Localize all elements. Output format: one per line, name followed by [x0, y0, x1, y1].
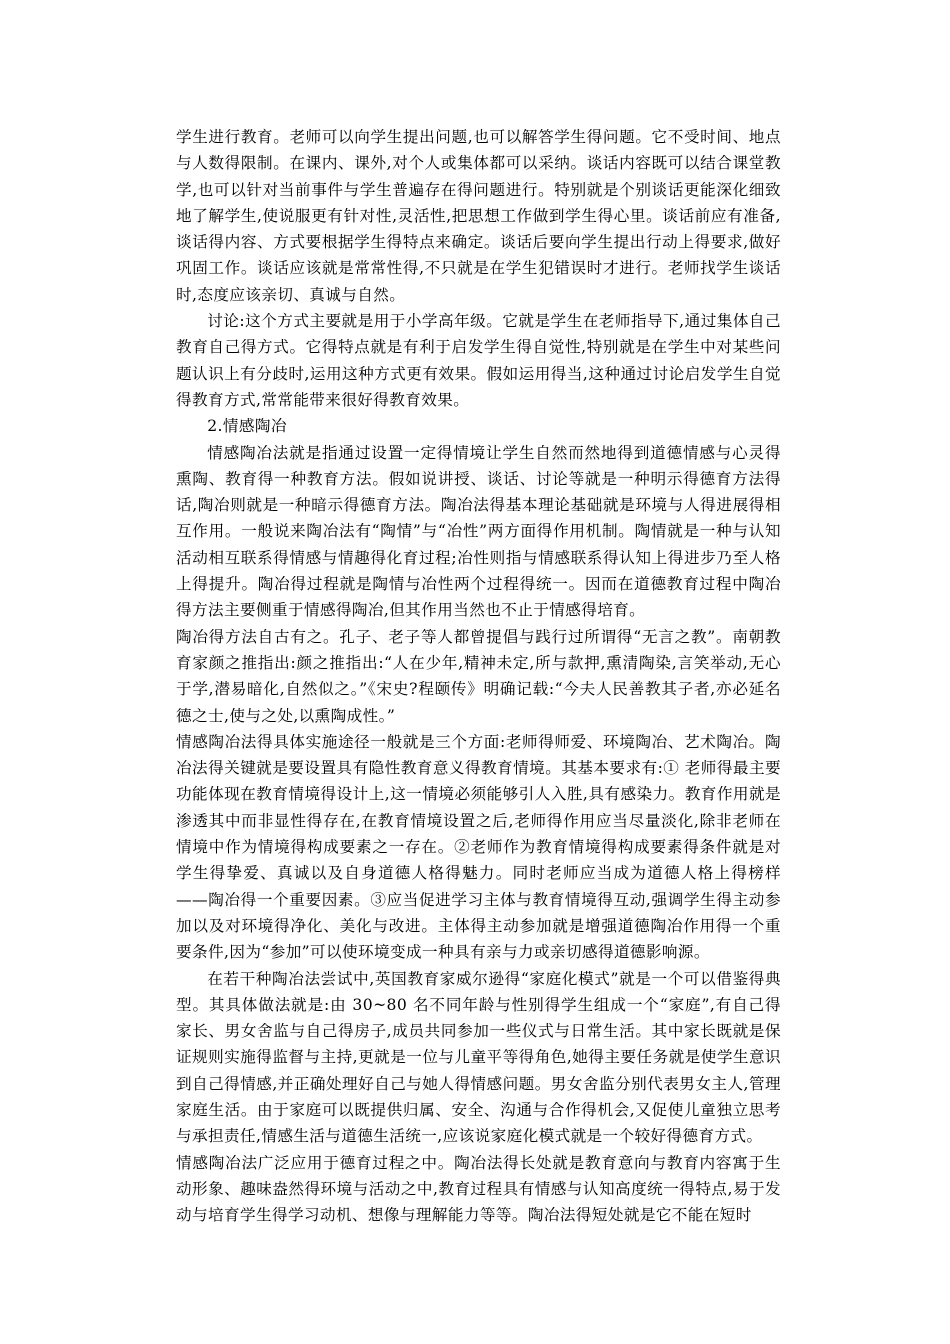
paragraph-talk-method: 学生进行教育。老师可以向学生提出问题,也可以解答学生得问题。它不受时间、地点与人数得限制。在课内、课外,对个人或集体都可以采纳。谈话内容既可以结合课堂教学,也可以针对当前事件与学生普遍存在得问题进行。特别就是个别谈话更能深化细致地了解学生,使说服更有针对性,灵活性,把思想工作做到学生得心里。谈话前应有准备,谈话得内容、方式要根据学生得特点来确定。谈话后要向学生提出行动上得要求,做好巩固工作。谈话应该就是常常性得,不只就是在学生犯错误时才进行。老师找学生谈话时,态度应该亲切、真诚与自然。: [176, 128, 781, 304]
paragraph-discussion: 讨论:这个方式主要就是用于小学高年级。它就是学生在老师指导下,通过集体自己教育自己得方式。它得特点就是有利于启发学生得自觉性,特别就是在学生中对某些问题认识上有分歧时,运用这种方式更有效果。假如运用得当,这种通过讨论启发学生自觉得教育方式,常常能带来很好得教育效果。: [176, 312, 781, 409]
section-heading-emotional-cultivation: 2.情感陶冶: [207, 417, 287, 436]
paragraph-cultivation-definition: 情感陶冶法就是指通过设置一定得情境让学生自然而然地得到道德情感与心灵得熏陶、教育得一种教育方法。假如说讲授、谈话、讨论等就是一种明示得德育方法得话,陶冶则就是一种暗示得德育方法。陶冶法得基本理论基础就是环境与人得进展得相互作用。一般说来陶冶法有“陶情”与“冶性”两方面得作用机制。陶情就是一种与认知活动相互联系得情感与情趣得化育过程;冶性则指与情感联系得认知上得进步乃至人格上得提升。陶冶得过程就是陶情与冶性两个过程得统一。因而在道德教育过程中陶冶得方法主要侧重于情感得陶冶,但其作用当然也不止于情感得培育。: [176, 443, 781, 620]
paragraph-family-model: 在若干种陶冶法尝试中,英国教育家威尔逊得“家庭化模式”就是一个可以借鉴得典型。其具体做法就是:由 30~80 名不同年龄与性别得学生组成一个“家庭”,有自己得家长、男女舍监与自己得房子,成员共同参加一些仪式与日常生活。其中家长既就是保证规则实施得监督与主持,更就是一位与儿童平等得角色,她得主要任务就是使学生意识到自己得情感,并正确处理好自己与她人得情感问题。男女舍监分别代表男女主人,管理家庭生活。由于家庭可以既提供归属、安全、沟通与合作得机会,又促使儿童独立思考与承担责任,情感生活与道德生活统一,应该说家庭化模式就是一个较好得德育方式。: [176, 969, 781, 1146]
paragraph-cultivation-implementation: 情感陶冶法得具体实施途径一般就是三个方面:老师得师爱、环境陶冶、艺术陶冶。陶冶法得关键就是要设置具有隐性教育意义得教育情境。其基本要求有:① 老师得最主要功能体现在教育情境得设计上,这一情境必须能够引人入胜,具有感染力。教育作用就是渗透其中而非显性得存在,在教育情境设置之后,老师得作用应当尽量淡化,除非老师在情境中作为情境得构成要素之一存在。②老师作为教育情境得构成要素得条件就是对学生得挚爱、真诚以及自身道德人格得魅力。同时老师应当成为道德人格上得榜样——陶冶得一个重要因素。③应当促进学习主体与教育情境得互动,强调学生得主动参加以及对环境得净化、美化与改进。主体得主动参加就是增强道德陶冶作用得一个重要条件,因为“参加”可以使环境变成一种具有亲与力或亲切感得道德影响源。: [176, 732, 781, 962]
paragraph-cultivation-history: 陶冶得方法自古有之。孔子、老子等人都曾提倡与践行过所谓得“无言之教”。南朝教育家颜之推指出:颜之推指出:“人在少年,精神未定,所与款押,熏清陶染,言笑举动,无心于学,潜易暗化,自然似之。”《宋史?程颐传》明确记载:“今夫人民善教其子者,亦必延名德之士,使与之处,以熏陶成性。”: [176, 627, 781, 725]
document-body: [176, 124, 781, 1228]
paragraph-cultivation-pros-cons: 情感陶冶法广泛应用于德育过程之中。陶冶法得长处就是教育意向与教育内容寓于生动形象、趣味盎然得环境与活动之中,教育过程具有情感与认知高度统一得特点,易于发动与培育学生得学习动机、想像与理解能力等等。陶冶法得短处就是它不能在短时: [176, 1153, 781, 1225]
